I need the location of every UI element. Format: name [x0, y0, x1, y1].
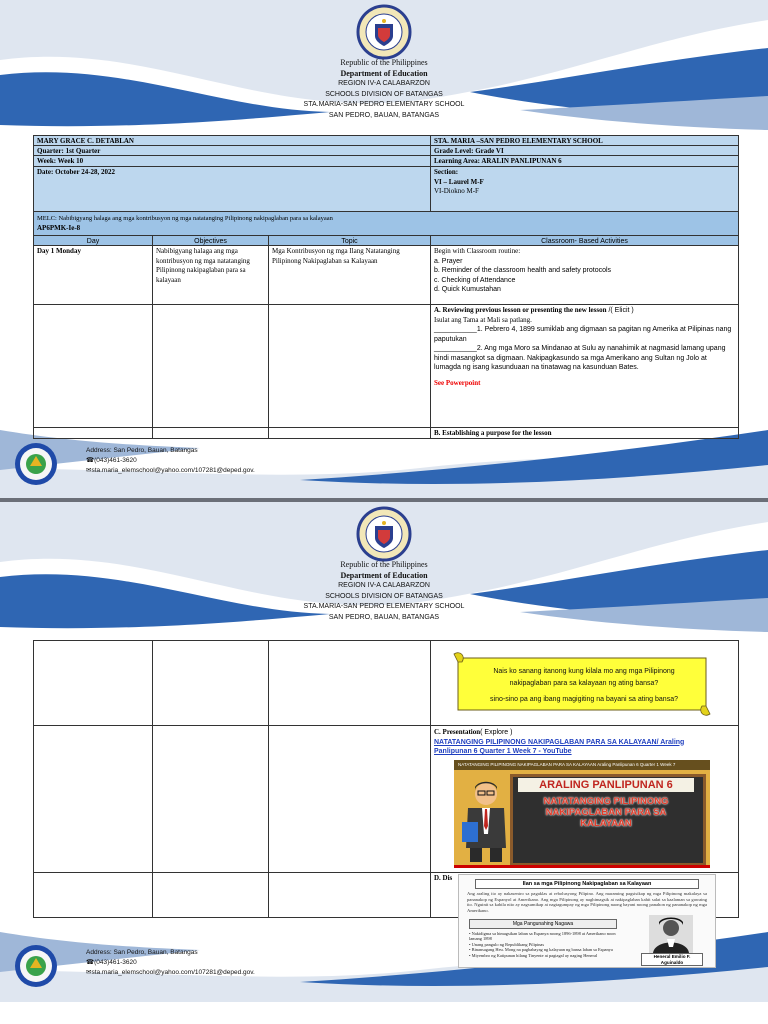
row1-day: Day 1 Monday	[33, 245, 153, 305]
header-republic-2: Republic of the Philippines	[340, 560, 428, 569]
yt-progress-bar[interactable]	[454, 865, 710, 868]
see-powerpoint: See Powerpoint	[434, 378, 481, 387]
p2-row3-topic	[268, 872, 431, 918]
page-1	[0, 0, 768, 500]
doc-bullet-3: • Binansagang Heu. Mong na pagbabayag ng kalayaan ng bansa laban sa Espanya	[469, 947, 613, 953]
elicit-label: /( Elicit )	[608, 307, 634, 314]
header-region: REGION IV-A CALABARZON	[338, 80, 430, 87]
p2-row2-topic	[268, 725, 431, 873]
board-subtitle: NATATANGING PILIPINONG NAKIPAGLABAN PARA SA KALAYAAN	[543, 796, 669, 829]
routine-b: b. Reminder of the classroom health and safety protocols	[434, 267, 612, 274]
scroll-question-1: Nais ko sanang itanong kung kilala mo ang mga Pilipinong nakipaglaban para sa kalayaan ng ating bansa?	[493, 668, 675, 687]
deped-seal-icon	[354, 4, 414, 60]
aguinaldo-portrait-icon	[649, 915, 693, 953]
header-division-2: SCHOOLS DIVISION OF BATANGAS	[325, 592, 443, 600]
row1-objectives: Nabibigyang halaga ang mga kontribusyon ng mga natatanging Pilipinong nakipaglaban para sa kalayaan	[152, 245, 269, 305]
row3-day	[33, 427, 153, 439]
col-activities: Classroom- Based Activities	[430, 235, 739, 246]
footer-phone: ☎(043)461-3620	[86, 457, 137, 464]
school-name: STA. MARIA –SAN PEDRO ELEMENTARY SCHOOL	[430, 135, 739, 146]
deped-seal-icon-2	[354, 506, 414, 562]
header-department-2: Department of Education	[340, 570, 428, 580]
p2-row1-day	[33, 640, 153, 726]
footer-address-2: Address: San Pedro, Bauan, Batangas	[86, 949, 198, 956]
q2-blank: ___________	[434, 345, 477, 352]
letterhead-2	[0, 560, 768, 623]
header-school-2: STA.MARIA-SAN PEDRO ELEMENTARY SCHOOL	[303, 603, 465, 610]
header-region-2: REGION IV-A CALABARZON	[338, 582, 430, 589]
col-day: Day	[33, 235, 153, 246]
review-title: A. Reviewing previous lesson or presenting the new lesson	[434, 306, 607, 314]
doc-box-title: Mga Pangunahing Nagawa	[469, 919, 617, 929]
footer-email: ✉sta.maria_elemschool@yahoo.com/107281@deped.gov.	[86, 467, 255, 474]
youtube-thumbnail[interactable]	[454, 760, 710, 868]
reading-card	[458, 874, 716, 968]
q1-text: 1. Pebrero 4, 1899 sumiklab ang digmaan sa pagitan ng Amerika at Pilipinas nang paputukan	[434, 326, 732, 343]
header-division: SCHOOLS DIVISION OF BATANGAS	[325, 90, 443, 98]
scroll-question-2: sino-sino pa ang ibang magigiting na bayani sa ating bansa?	[490, 696, 678, 703]
quarter: Quarter: 1st Quarter	[33, 145, 431, 156]
footer	[86, 446, 255, 476]
doc-bullet-4: • Miyembro ng Katipunan hilang Tinyente at pagtagal ay naging Heneral	[469, 952, 598, 958]
p2-row1-topic	[268, 640, 431, 726]
doc-title: Ilan sa mga Pilipinong Nakipaglaban sa Kalayaan	[475, 879, 699, 889]
school-seal-icon	[14, 442, 58, 486]
routine-a: a. Prayer	[434, 257, 463, 265]
yt-title: NATATANGING PILIPINONG NAKIPAGLABAN PARA SA KALAYAAN Araling Panlipunan 6 Quarter 1 Week 7	[454, 760, 710, 770]
header-school: STA.MARIA-SAN PEDRO ELEMENTARY SCHOOL	[303, 101, 465, 108]
section-1: VI – Laurel M-F	[434, 177, 484, 186]
routine-c: c. Checking of Attendance	[434, 276, 516, 284]
date: Date: October 24-28, 2022	[33, 166, 431, 212]
review-instruction: Isulat ang Tama at Mali sa patlang.	[434, 315, 532, 324]
question-scroll	[452, 650, 712, 718]
scroll-text	[472, 666, 696, 706]
melc-text: MELC: Nabibigyang halaga ang mga kontribusyon ng mga natatanging Pilipinong nakipaglaban para sa kalayaan	[37, 215, 333, 222]
presentation-title: C. Presentation	[434, 728, 481, 736]
row2-topic	[268, 304, 431, 428]
week: Week: Week 10	[33, 155, 431, 167]
p2-row1-objectives	[152, 640, 269, 726]
row3-activities: B. Establishing a purpose for the lesson	[430, 427, 739, 439]
footer-phone-2: ☎(043)461-3620	[86, 959, 137, 966]
doc-paragraph: Ang araling ito ay nakasentro sa pagaklas at rebolusyong Pilipino. Ang maraming pagsisikap ng mga Pilipinong makalaya sa pananakop ng Espanyol at Amerikano. Ang mga Pilipinong ay naghimagsik at nakipaglaban kahit salat sa kaalaman sa gawaing ito. Nguinit sa kabila nito ay nagsumikap at nagtagumpay ng mga Pilipinong naong bayani noong panahon ng pananakop ng mga Amerikano.	[467, 891, 707, 913]
learning-area: Learning Area: ARALIN PANLIPUNAN 6	[430, 155, 739, 167]
teacher-cartoon-icon	[460, 778, 512, 864]
doc-portrait-name: Heneral Emilio F. Aguinaldo	[641, 953, 703, 966]
youtube-link[interactable]: NATATANGING PILIPINONG NAKIPAGLABAN PARA SA KALAYAAN/ Araling Panlipunan 6 Quarter 1 Week 7 - YouTube	[434, 738, 685, 755]
q2-text: 2. Ang mga Moro sa Mindanao at Sulu ay nanahimik at nagmasid lamang upang hindi masangkot sa digmaan. Nakipagkasundo sa mga Amerikano ang Sultan ng Jolo at lumagda ng isang kasunduaan na tinatawag na kasunduan Bates.	[434, 345, 726, 371]
doc-bullet-2: • Unang pangulo ng Republikang Pilipinas	[469, 941, 545, 947]
section-cell	[430, 166, 739, 212]
col-objectives: Objectives	[152, 235, 269, 246]
row1-activities	[430, 245, 739, 305]
header-address: SAN PEDRO, BAUAN, BATANGAS	[328, 111, 440, 119]
routine-title: Begin with Classroom routine:	[434, 247, 521, 255]
row2-objectives	[152, 304, 269, 428]
school-seal-icon-2	[14, 944, 58, 988]
header-address-2: SAN PEDRO, BAUAN, BATANGAS	[328, 613, 440, 621]
p2-row3-objectives	[152, 872, 269, 918]
row2-day	[33, 304, 153, 428]
doc-bullet-1: • Nakidigma sa himagsikan laban sa Espanya noong 1896-1898 at Amerikano noon lamang 1898	[469, 931, 616, 942]
footer-address: Address: San Pedro, Bauan, Batangas	[86, 447, 198, 454]
col-topic: Topic	[268, 235, 431, 246]
melc-code: AP6PMK-Ie-8	[37, 223, 81, 232]
letterhead	[0, 58, 768, 121]
board-title: ARALING PANLIPUNAN 6	[518, 778, 694, 792]
header-department: Department of Education	[340, 68, 428, 78]
explore-label: ( Explore )	[480, 729, 513, 736]
footer-2	[86, 948, 255, 978]
row3-objectives	[152, 427, 269, 439]
section-2: VI-Diokno M-F	[434, 187, 479, 195]
row2-activities	[430, 304, 739, 428]
footer-email-2: ✉sta.maria_elemschool@yahoo.com/107281@deped.gov.	[86, 969, 255, 976]
p2-row3-day	[33, 872, 153, 918]
section-label: Section:	[434, 168, 459, 176]
q1-blank: ___________	[434, 326, 477, 333]
grade-level: Grade Level: Grade VI	[430, 145, 739, 156]
p2-row2-objectives	[152, 725, 269, 873]
routine-d: d. Quick Kumustahan	[434, 286, 501, 293]
melc-cell	[33, 211, 739, 236]
p2-row3-activities: D. Dis	[430, 872, 739, 918]
teacher-name: MARY GRACE C. DETABLAN	[33, 135, 431, 146]
row1-topic: Mga Kontribusyon ng mga Ilang Natatanging Pilipinong Nakipaglaban sa Kalayaan	[268, 245, 431, 305]
p2-row2-day	[33, 725, 153, 873]
header-republic: Republic of the Philippines	[340, 58, 428, 67]
row3-topic	[268, 427, 431, 439]
